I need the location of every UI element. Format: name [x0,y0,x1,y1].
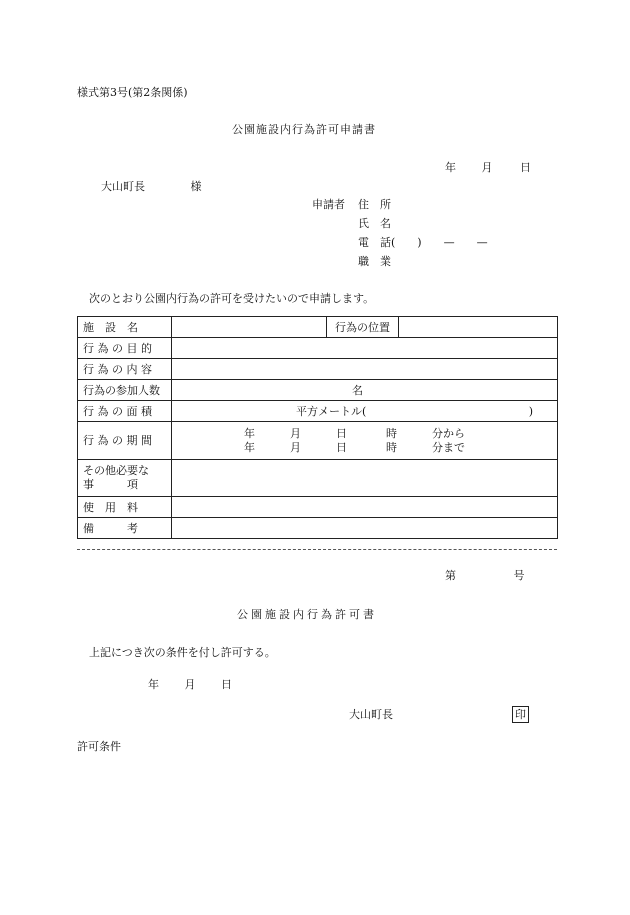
permit-date [148,679,232,690]
permit-conditions: 許可条件 [77,740,121,753]
permit-date-day: 日 [221,678,232,691]
permit-date-month: 月 [184,678,196,691]
applicant-name: 氏 名 [358,217,391,230]
applicant-label: 申請者 [312,198,345,211]
field-area[interactable] [172,401,558,422]
period-from [244,427,552,441]
label-period: 行 為 の 期 間 [78,422,172,460]
form-number: 様式第3号(第2条関係) [77,86,188,99]
field-period[interactable] [172,422,558,460]
permit-issuer: 大山町長 [349,708,393,721]
row-period [78,422,558,460]
area-unit: 平方メートル( [296,404,367,418]
permit-title: 公園施設内行為許可書 [237,608,377,621]
row-content [78,359,558,380]
field-location[interactable] [399,317,558,338]
applicant-address: 住 所 [358,198,391,211]
to-minute: 分まで [432,440,465,454]
applicant-occupation: 職 業 [358,255,391,268]
label-other-line1: その他必要な [83,464,149,477]
field-remarks[interactable] [172,518,558,539]
application-table [77,316,558,539]
period-to [244,441,552,455]
application-title: 公園施設内行為許可申請書 [232,123,376,136]
permit-number-suffix: 号 [513,569,525,582]
application-date [445,162,531,173]
label-content: 行 為 の 内 容 [78,359,172,380]
label-other-line2: 事 項 [83,478,138,491]
label-fee: 使 用 料 [78,497,172,518]
addressee-suffix: 様 [190,180,202,193]
from-hour: 時 [386,426,397,440]
date-month: 月 [481,161,493,174]
row-participants [78,380,558,401]
to-hour: 時 [386,440,397,454]
label-remarks: 備 考 [78,518,172,539]
area-close: ) [528,405,533,418]
field-fee[interactable] [172,497,558,518]
permit-text: 上記につき次の条件を付し許可する。 [89,646,276,659]
field-participants[interactable] [172,380,558,401]
permit-date-year: 年 [148,678,159,691]
row-facility [78,317,558,338]
addressee [101,181,202,192]
label-area: 行 為 の 面 積 [78,401,172,422]
field-other[interactable] [172,460,558,497]
participants-unit: 名 [352,383,363,397]
to-year: 年 [244,440,255,454]
field-content[interactable] [172,359,558,380]
seal-box: 印 [512,706,529,723]
label-facility-name: 施 設 名 [78,317,172,338]
row-remarks [78,518,558,539]
label-other [78,460,172,497]
field-purpose[interactable] [172,338,558,359]
application-intro: 次のとおり公園内行為の許可を受けたいので申請します。 [89,292,375,305]
addressee-name: 大山町長 [101,180,145,193]
date-day: 日 [520,161,531,174]
permit-number-prefix: 第 [445,569,456,582]
from-minute: 分から [432,426,465,440]
permit-number [445,570,525,581]
applicant-phone: 電 話( ) — — [358,236,488,249]
from-month: 月 [290,426,301,440]
label-purpose: 行 為 の 目 的 [78,338,172,359]
row-fee [78,497,558,518]
from-year: 年 [244,426,255,440]
row-purpose [78,338,558,359]
row-area [78,401,558,422]
field-facility-name[interactable] [172,317,327,338]
row-other [78,460,558,497]
to-day: 日 [336,440,347,454]
cut-line [77,549,557,550]
to-month: 月 [290,440,301,454]
label-participants: 行為の参加人数 [78,380,172,401]
label-location: 行為の位置 [327,317,399,338]
date-year: 年 [445,161,456,174]
from-day: 日 [336,426,347,440]
